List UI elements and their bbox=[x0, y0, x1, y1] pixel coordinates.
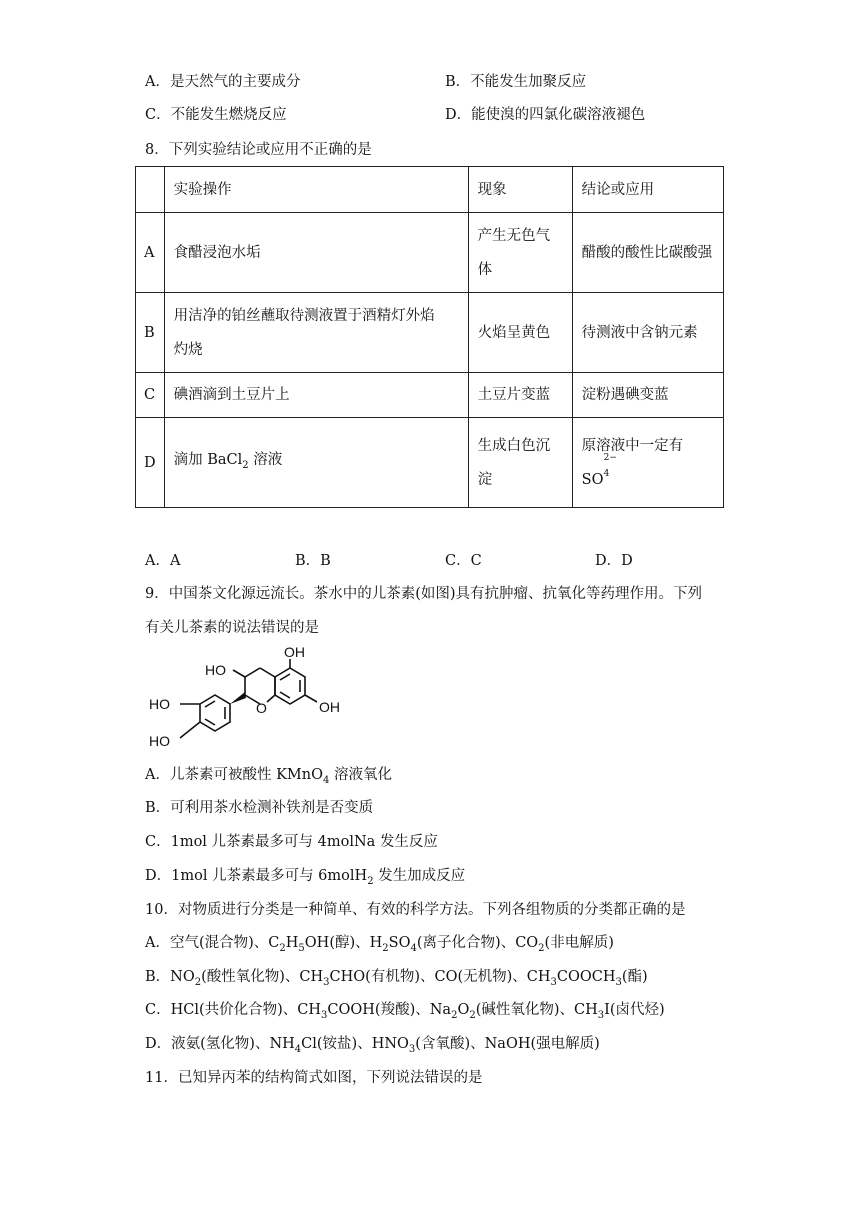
row-phenomenon: 产生无色气 体 bbox=[468, 213, 572, 293]
q9-option-a: A．儿茶素可被酸性 KMnO$_4$ 溶液氧化 bbox=[145, 767, 392, 786]
row-conclusion: 原溶液中一定有 SO 2− 4 bbox=[572, 418, 723, 508]
table-header-operation: 实验操作 bbox=[164, 167, 468, 213]
row-conclusion: 醋酸的酸性比碳酸强 bbox=[572, 213, 723, 293]
q8-option-d: D．D bbox=[595, 553, 633, 569]
q9-option-d: D．1mol 儿茶素最多可与 6molH$_2$ 发生加成反应 bbox=[145, 868, 466, 887]
q10-option-d: D．液氨(氢化物)、$NH_4Cl$(铵盐)、$HNO_3$(含氧酸)、NaOH(强电解质) bbox=[145, 1036, 600, 1055]
mol-label-ho: HO bbox=[205, 662, 226, 678]
row-operation: 用洁净的铂丝蘸取待测液置于酒精灯外焰 灼烧 bbox=[164, 293, 468, 373]
row-conclusion: 待测液中含钠元素 bbox=[572, 293, 723, 373]
row-operation: 滴加 BaCl$_2$ 溶液 bbox=[164, 418, 468, 508]
row-label: B bbox=[136, 293, 165, 373]
q7-option-d: D．能使溴的四氯化碳溶液褪色 bbox=[445, 107, 646, 123]
q9-option-c: C．1mol 儿茶素最多可与 4molNa 发生反应 bbox=[145, 834, 438, 850]
sulfate-formula: SO 2− 4 bbox=[581, 452, 617, 488]
mol-label-oh: OH bbox=[284, 644, 305, 660]
table-header-blank bbox=[136, 167, 165, 213]
q10-stem: 10．对物质进行分类是一种简单、有效的科学方法。下列各组物质的分类都正确的是 bbox=[145, 902, 686, 918]
row-label: A bbox=[136, 213, 165, 293]
table-row bbox=[136, 373, 724, 418]
q9-stem-line-2: 有关儿茶素的说法错误的是 bbox=[145, 620, 319, 636]
row-phenomenon: 土豆片变蓝 bbox=[468, 373, 572, 418]
table-header-phenomenon: 现象 bbox=[468, 167, 572, 213]
row-label: C bbox=[136, 373, 165, 418]
mol-label-ho: HO bbox=[149, 733, 170, 749]
mol-label-oh: OH bbox=[319, 699, 340, 715]
table-header-conclusion: 结论或应用 bbox=[572, 167, 723, 213]
row-operation: 碘酒滴到土豆片上 bbox=[164, 373, 468, 418]
table-row bbox=[136, 213, 724, 293]
q10-option-b: B．$NO_2$(酸性氧化物)、$CH_3CHO$(有机物)、CO(无机物)、$CH_3COOCH_3$(酯) bbox=[145, 969, 648, 988]
table-row bbox=[136, 293, 724, 373]
catechin-structure bbox=[145, 642, 355, 754]
mol-label-o: O bbox=[256, 700, 267, 716]
q11-stem: 11．已知异丙苯的结构简式如图，下列说法错误的是 bbox=[145, 1070, 483, 1086]
q7-option-a: A．是天然气的主要成分 bbox=[145, 74, 301, 90]
table-row bbox=[136, 418, 724, 508]
mol-label-ho: HO bbox=[149, 696, 170, 712]
q7-option-b: B．不能发生加聚反应 bbox=[445, 74, 587, 90]
q10-option-c: C．HCl(共价化合物)、$CH_3COOH$(羧酸)、$Na_2O_2$(碱性氧化物)、$CH_3I$(卤代烃) bbox=[145, 1002, 665, 1021]
experiment-table bbox=[135, 166, 724, 508]
q7-option-c: C．不能发生燃烧反应 bbox=[145, 107, 287, 123]
row-operation: 食醋浸泡水垢 bbox=[164, 213, 468, 293]
table-header-row bbox=[136, 167, 724, 213]
q8-option-c: C．C bbox=[445, 553, 482, 569]
q8-option-b: B．B bbox=[295, 553, 331, 569]
row-label: D bbox=[136, 418, 165, 508]
row-phenomenon: 生成白色沉 淀 bbox=[468, 418, 572, 508]
row-phenomenon: 火焰呈黄色 bbox=[468, 293, 572, 373]
row-conclusion: 淀粉遇碘变蓝 bbox=[572, 373, 723, 418]
q10-option-a: A．空气(混合物)、$C_2H_5OH$(醇)、$H_2SO_4$(离子化合物)、$CO_2$(非电解质) bbox=[145, 935, 614, 954]
q8-stem: 8．下列实验结论或应用不正确的是 bbox=[145, 142, 372, 158]
q9-option-b: B．可利用茶水检测补铁剂是否变质 bbox=[145, 800, 374, 816]
q9-stem-line-1: 9．中国茶文化源远流长。茶水中的儿茶素(如图)具有抗肿瘤、抗氧化等药理作用。下列 bbox=[145, 586, 703, 602]
q8-option-a: A．A bbox=[145, 553, 181, 569]
